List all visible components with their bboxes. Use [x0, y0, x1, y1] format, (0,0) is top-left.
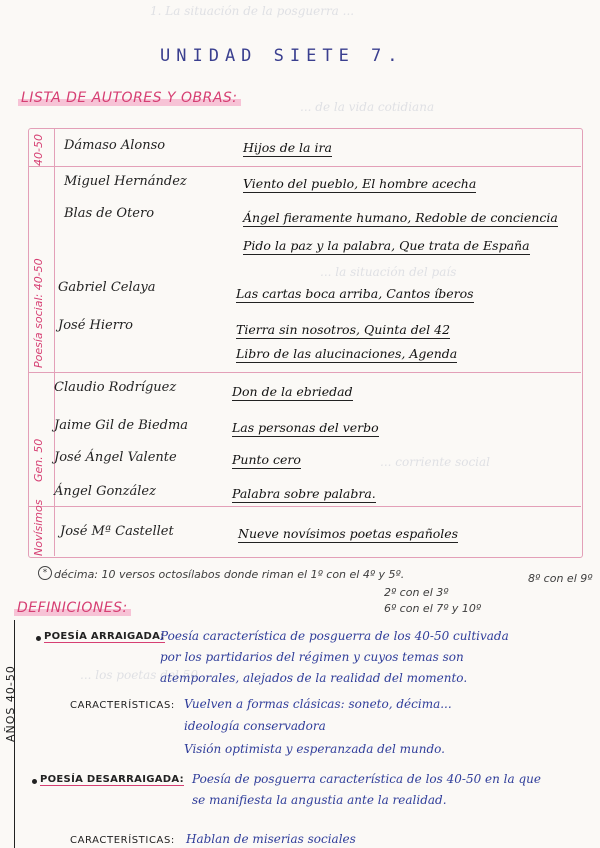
definition-term: POESÍA ARRAIGADA:: [44, 631, 165, 642]
bullet-icon: [32, 779, 37, 784]
author-works: Las cartas boca arriba, Cantos íberos: [236, 286, 474, 301]
author-name: José Mª Castellet: [60, 524, 174, 539]
table-divider: [28, 506, 581, 507]
table-divider: [28, 372, 581, 373]
feature-item: Hablan de miserias sociales: [186, 832, 356, 846]
feature-item: Vuelven a formas clásicas: soneto, décima...: [184, 697, 452, 711]
group-label: 40-50: [32, 134, 45, 166]
author-works: Pido la paz y la palabra, Que trata de España: [243, 238, 530, 253]
ghost-text: ... de la vida cotidiana: [300, 100, 435, 114]
side-label: AÑOS 40-50: [4, 665, 17, 742]
group-label: Gen. 50: [32, 438, 45, 482]
author-works: Don de la ebriedad: [232, 384, 353, 399]
footnote-line: décima: 10 versos octosílabos donde riman el 1º con el 4º y 5º.: [54, 568, 405, 581]
feature-item: ideología conservadora: [184, 719, 326, 733]
features-label: CARACTERÍSTICAS:: [70, 700, 175, 711]
author-name: Dámaso Alonso: [64, 138, 166, 153]
table-divider: [28, 166, 581, 167]
section-heading-authors: LISTA DE AUTORES Y OBRAS:: [18, 90, 241, 106]
author-name: Claudio Rodríguez: [54, 380, 177, 395]
bullet-icon: [36, 636, 41, 641]
footnote-line: 8º con el 9º: [528, 572, 593, 585]
author-name: José Ángel Valente: [54, 450, 177, 465]
author-works: Palabra sobre palabra.: [232, 486, 376, 501]
asterisk-icon: *: [38, 566, 52, 580]
definition-term: POESÍA DESARRAIGADA:: [40, 774, 184, 785]
author-name: Jaime Gil de Biedma: [54, 418, 189, 433]
author-name: Miguel Hernández: [64, 174, 187, 189]
section-heading-definitions: DEFINICIONES:: [14, 600, 131, 616]
page-title: UNIDAD SIETE 7.: [160, 46, 404, 66]
author-works: Tierra sin nosotros, Quinta del 42: [236, 322, 451, 337]
definition-text: Poesía característica de posguerra de los 40-50 cultivada por los partidarios del régimen y cuyos temas son atemporales, alejados de la realidad del momento.: [160, 629, 509, 685]
author-works: Viento del pueblo, El hombre acecha: [243, 176, 477, 191]
ghost-text: ... corriente social: [380, 455, 491, 469]
features-label: CARACTERÍSTICAS:: [70, 835, 175, 846]
group-label: Poesía social: 40-50: [32, 258, 45, 368]
author-works: Ángel fieramente humano, Redoble de conciencia: [243, 210, 558, 225]
author-name: Ángel González: [54, 484, 156, 499]
author-name: José Hierro: [58, 318, 133, 333]
definition-text: Poesía de posguerra característica de los 40-50 en la que se manifiesta la angustia ante la realidad.: [192, 772, 541, 807]
author-works: Las personas del verbo: [232, 420, 379, 435]
footnote-line: 2º con el 3º: [384, 586, 449, 599]
author-name: Gabriel Celaya: [58, 280, 156, 295]
ghost-text: 1. La situación de la posguerra ...: [150, 4, 355, 18]
ghost-text: ... los poetas del 50: [80, 668, 198, 682]
author-works: Hijos de la ira: [243, 140, 332, 155]
author-works: Punto cero: [232, 452, 301, 467]
author-name: Blas de Otero: [64, 206, 155, 221]
group-label: Novísimos: [32, 499, 45, 556]
author-works: Nueve novísimos poetas españoles: [238, 526, 459, 541]
author-works: Libro de las alucinaciones, Agenda: [236, 346, 458, 361]
feature-item: Visión optimista y esperanzada del mundo.: [184, 742, 445, 756]
ghost-text: ... la situación del país: [320, 265, 457, 279]
footnote-line: 6º con el 7º y 10º: [384, 602, 482, 615]
